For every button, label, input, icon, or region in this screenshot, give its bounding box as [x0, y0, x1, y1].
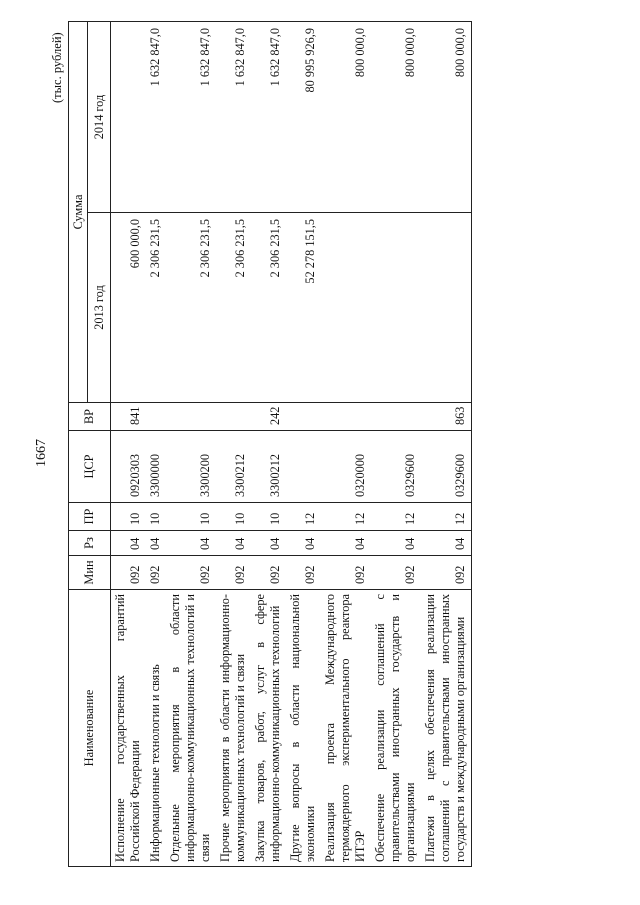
row-vr: 841 — [111, 403, 147, 431]
row-sum-2013 — [321, 213, 371, 403]
row-name: Информационные технологии и связь — [146, 590, 166, 867]
table-row — [251, 21, 286, 866]
row-sum-2013: 52 278 151,5 — [286, 213, 321, 403]
row-sum-2014: 800 000,0 — [321, 21, 371, 212]
row-sum-2013 — [371, 213, 421, 403]
page-number: 1667 — [34, 439, 49, 467]
row-vr — [371, 403, 421, 431]
row-sum-2014: 1 632 847,0 — [166, 21, 216, 212]
row-min: 092 — [216, 556, 251, 590]
row-min: 092 — [146, 556, 166, 590]
row-sum-2014: 800 000,0 — [371, 21, 421, 212]
row-rz: 04 — [371, 531, 421, 556]
row-pr: 10 — [166, 503, 216, 531]
budget-table — [68, 21, 472, 867]
row-csr: 3300212 — [251, 431, 286, 503]
table-row — [216, 21, 251, 866]
row-rz: 04 — [251, 531, 286, 556]
row-min: 092 — [371, 556, 421, 590]
row-rz: 04 — [111, 531, 147, 556]
row-csr: 0329600 — [371, 431, 421, 503]
row-csr: 3300200 — [166, 431, 216, 503]
row-name: Закупка товаров, работ, услуг в сфере информационно-коммуникационных технологий — [251, 590, 286, 867]
row-sum-2014: 1 632 847,0 — [146, 21, 166, 212]
row-vr — [286, 403, 321, 431]
row-csr: 3300000 — [146, 431, 166, 503]
row-csr — [286, 431, 321, 503]
header-pr: ПР — [69, 503, 111, 531]
row-name: Обеспечение реализации соглашений с правительствами иностранных государств и организациями — [371, 590, 421, 867]
row-name: Реализация проекта Международного термоядерного экспериментального реактора ИТЭР — [321, 590, 371, 867]
table-row — [371, 21, 421, 866]
row-sum-2013: 2 306 231,5 — [251, 213, 286, 403]
row-pr: 10 — [251, 503, 286, 531]
row-name: Платежи в целях обеспечения реализации соглашений с правительствами иностранных государств и международными организациями — [421, 590, 472, 867]
row-sum-2013: 600 000,0 — [111, 213, 147, 403]
unit-note: (тыс. рублей) — [50, 32, 64, 103]
row-csr: 3300212 — [216, 431, 251, 503]
table-row — [421, 21, 472, 866]
row-sum-2014: 1 632 847,0 — [251, 21, 286, 212]
row-pr: 10 — [111, 503, 147, 531]
row-pr: 10 — [146, 503, 166, 531]
row-vr — [146, 403, 166, 431]
row-rz: 04 — [421, 531, 472, 556]
row-min: 092 — [321, 556, 371, 590]
row-pr: 12 — [286, 503, 321, 531]
header-min: Мин — [69, 556, 111, 590]
row-min: 092 — [286, 556, 321, 590]
row-rz: 04 — [166, 531, 216, 556]
table-row — [321, 21, 371, 866]
row-min: 092 — [111, 556, 147, 590]
row-name: Другие вопросы в области национальной экономики — [286, 590, 321, 867]
table-row — [146, 21, 166, 866]
row-name: Прочие мероприятия в области информационно-коммуникационных технологий и связи — [216, 590, 251, 867]
table-row — [111, 21, 147, 866]
header-vr: ВР — [69, 403, 111, 431]
row-csr: 0920303 — [111, 431, 147, 503]
row-rz: 04 — [286, 531, 321, 556]
row-min: 092 — [166, 556, 216, 590]
table-row — [286, 21, 321, 866]
header-sum: Сумма — [69, 21, 88, 402]
row-pr: 12 — [321, 503, 371, 531]
row-vr: 242 — [251, 403, 286, 431]
row-name: Отдельные мероприятия в области информационно-коммуникационных технологий и связи — [166, 590, 216, 867]
row-vr — [321, 403, 371, 431]
row-pr: 12 — [421, 503, 472, 531]
header-rz: Рз — [69, 531, 111, 556]
row-sum-2014: 800 000,0 — [421, 21, 472, 212]
header-csr: ЦСР — [69, 431, 111, 503]
row-sum-2013: 2 306 231,5 — [166, 213, 216, 403]
row-min: 092 — [421, 556, 472, 590]
row-pr: 12 — [371, 503, 421, 531]
row-rz: 04 — [146, 531, 166, 556]
row-rz: 04 — [216, 531, 251, 556]
header-name: Наименование — [69, 590, 111, 867]
row-vr — [166, 403, 216, 431]
row-sum-2014: 80 995 926,9 — [286, 21, 321, 212]
table-row — [166, 21, 216, 866]
row-vr: 863 — [421, 403, 472, 431]
header-2013: 2013 год — [88, 213, 111, 403]
row-min: 092 — [251, 556, 286, 590]
row-csr: 0329600 — [421, 431, 472, 503]
row-name: Исполнение государственных гарантий Российской Федерации — [111, 590, 147, 867]
row-sum-2013: 2 306 231,5 — [146, 213, 166, 403]
row-rz: 04 — [321, 531, 371, 556]
row-pr: 10 — [216, 503, 251, 531]
row-csr: 0320000 — [321, 431, 371, 503]
row-sum-2013: 2 306 231,5 — [216, 213, 251, 403]
row-sum-2013 — [421, 213, 472, 403]
row-vr — [216, 403, 251, 431]
header-2014: 2014 год — [88, 21, 111, 212]
row-sum-2014 — [111, 21, 147, 212]
row-sum-2014: 1 632 847,0 — [216, 21, 251, 212]
